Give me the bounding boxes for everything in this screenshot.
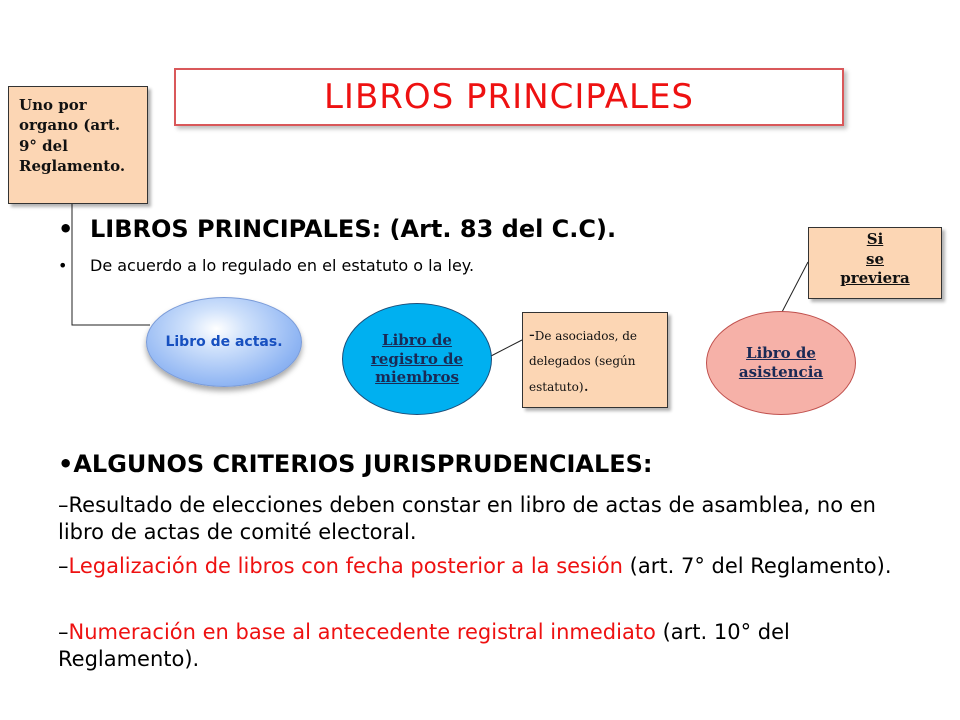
criteria-red-text: Legalización de libros con fecha posterior a la sesión [68,554,623,578]
note-si-se-previera [808,227,942,299]
bullet-dot: • [58,215,74,243]
criteria-item [58,619,918,674]
bullet-de-acuerdo [58,256,474,275]
note-asociados [522,312,668,408]
criteria-dash: – [58,620,69,644]
ellipse-line: miembros [375,368,459,387]
criteria-dash: – [58,554,69,578]
note-text-start: De asociados, de [534,329,638,343]
note-period: . [583,375,589,396]
note-dash: - [529,325,535,345]
connector-si-to-asistencia [782,262,808,312]
ellipse-line: registro de [370,349,464,368]
bullet-text: De acuerdo a lo regulado en el estatuto o la ley. [90,256,475,275]
title-box [174,68,844,126]
note-text-mid: delegados (según [529,353,636,368]
note-uno-por-organo [8,86,148,204]
note-line: se [866,249,884,268]
criteria-dash: – [58,493,69,517]
connector-asociados-to-registro [491,340,522,356]
bullet-text: LIBROS PRINCIPALES: (Art. 83 del C.C). [90,215,617,243]
criteria-black-text: Resultado de elecciones deben constar en libro de actas de asamblea, no en libro de actas de comité electoral. [58,493,876,545]
ellipse-libro-de-actas [146,297,302,387]
note-line: previera [840,269,910,287]
note-line: organo (art. [19,116,121,135]
note-line: Reglamento. [19,156,126,175]
ellipse-libro-de-asistencia [706,311,856,415]
ellipse-libro-registro-miembros [342,303,492,415]
criteria-item [58,553,918,580]
ellipse-line: Libro de [746,344,816,363]
criteria-black-text: (art. 10° del Reglamento). [58,620,790,672]
note-line: Si [866,230,884,248]
criteria-red-text: Numeración en base al antecedente registral inmediato [68,620,656,644]
bullet-dot: • [58,256,68,275]
note-line: Uno por [19,96,87,114]
criteria-black-text: (art. 7° del Reglamento). [623,554,892,578]
ellipse-label: Libro de actas. [165,334,283,350]
criteria-item [58,492,918,547]
note-text-end: estatuto) [529,379,584,394]
note-line: 9° del [19,136,68,155]
bullet-libros-principales [58,215,616,243]
criteria-heading: •ALGUNOS CRITERIOS JURISPRUDENCIALES: [58,450,653,478]
ellipse-line: Libro de [382,330,452,349]
slide-title: LIBROS PRINCIPALES [323,77,695,117]
ellipse-line: asistencia [738,363,824,381]
